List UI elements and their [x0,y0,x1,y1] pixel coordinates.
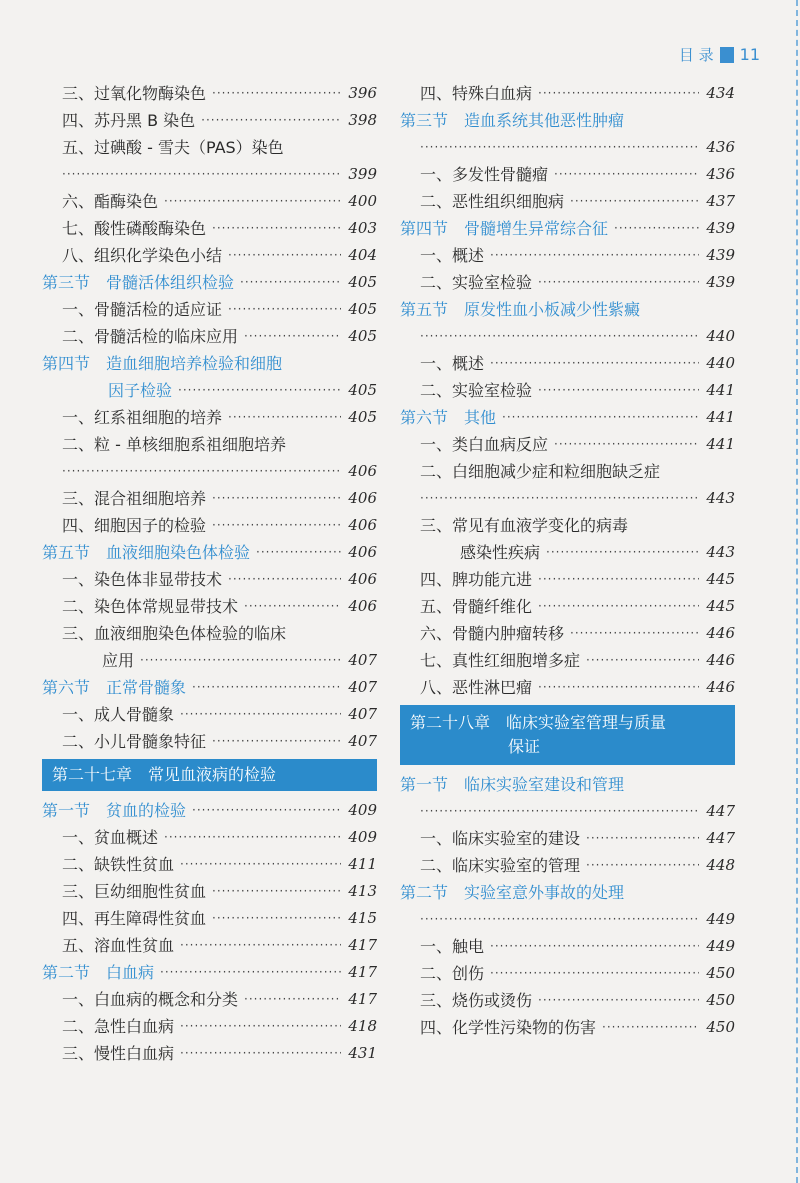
toc-continuation [400,138,735,157]
leader-dots [554,435,699,454]
toc-item [400,964,735,983]
toc-label: 六、酯酶染色 [62,192,159,211]
leader-dots [490,354,699,373]
toc-label: 三、血液细胞染色体检验的临床 [62,624,287,643]
toc-label: 三、巨幼细胞性贫血 [62,882,207,901]
toc-item [400,829,735,848]
leader-dots [244,990,341,1009]
toc-item [42,489,377,508]
toc-page-number: 411 [348,855,377,873]
toc-item [42,246,377,265]
toc-page-number: 406 [348,543,377,561]
leader-dots [228,570,341,589]
leader-dots [62,165,341,184]
toc-item [42,882,377,901]
toc-page-number: 404 [348,246,377,264]
toc-label: 七、真性红细胞增多症 [420,651,581,670]
toc-item [42,516,377,535]
header-page-number: 11 [739,45,760,64]
toc-item [400,937,735,956]
toc-label: 二、骨髓活检的临床应用 [62,327,239,346]
toc-continuation [400,327,735,346]
toc-label: 三、慢性白血病 [62,1044,175,1063]
toc-page-number: 399 [348,165,377,183]
toc-page-number: 449 [706,937,735,955]
toc-label: 八、恶性淋巴瘤 [420,678,533,697]
toc-label: 一、成人骨髓象 [62,705,175,724]
leader-dots [538,678,699,697]
toc-label: 二、恶性组织细胞病 [420,192,565,211]
toc-page-number: 443 [706,543,735,561]
toc-label: 七、酸性磷酸酶染色 [62,219,207,238]
toc-page-number: 405 [348,273,377,291]
leader-dots [538,273,699,292]
toc-page-number: 440 [706,354,735,372]
toc-item-wrap [42,651,377,670]
leader-dots [178,381,341,400]
toc-page-number: 446 [706,651,735,669]
leader-dots [244,597,341,616]
toc-label: 第三节 造血系统其他恶性肿瘤 [400,111,625,130]
toc-label: 三、烧伤或烫伤 [420,991,533,1010]
toc-page-number: 450 [706,991,735,1009]
toc-page-number: 406 [348,489,377,507]
toc-page-number: 436 [706,165,735,183]
toc-page-number: 409 [348,801,377,819]
leader-dots [228,246,341,265]
toc-page-number: 418 [348,1017,377,1035]
toc-page-number: 407 [348,705,377,723]
toc-page-number: 436 [706,138,735,156]
leader-dots [570,192,699,211]
leader-dots [140,651,341,670]
leader-dots [614,219,699,238]
toc-item [400,354,735,373]
toc-label: 三、常见有血液学变化的病毒 [420,516,629,535]
leader-dots [554,165,699,184]
toc-page-number: 406 [348,570,377,588]
toc-item [42,138,377,157]
toc-page-number: 441 [706,435,735,453]
toc-label: 一、贫血概述 [62,828,159,847]
toc-page-number: 437 [706,192,735,210]
toc-label: 因子检验 [108,381,173,400]
header-bar [720,47,734,63]
toc-item [42,828,377,847]
toc-page-number: 400 [348,192,377,210]
toc-page-number: 434 [706,84,735,102]
leader-dots [212,909,341,928]
toc-section [400,775,735,794]
leader-dots [570,624,699,643]
toc-page-number: 417 [348,936,377,954]
toc-item [42,990,377,1009]
leader-dots [212,882,341,901]
toc-label: 二、小儿骨髓象特征 [62,732,207,751]
toc-page-number: 417 [348,990,377,1008]
toc-page-number: 407 [348,651,377,669]
toc-section [400,883,735,902]
chapter-heading [42,759,377,791]
chapter-title: 第二十七章 常见血液病的检验 [52,765,277,784]
toc-label: 二、急性白血病 [62,1017,175,1036]
toc-item [400,84,735,103]
toc-label: 第六节 正常骨髓象 [42,678,187,697]
toc-label: 二、实验室检验 [420,381,533,400]
toc-label: 一、概述 [420,246,485,265]
toc-item [400,570,735,589]
toc-label: 一、骨髓活检的适应证 [62,300,223,319]
toc-label: 二、缺铁性贫血 [62,855,175,874]
leader-dots [212,489,341,508]
toc-item-wrap [400,543,735,562]
toc-label: 一、概述 [420,354,485,373]
leader-dots [490,937,699,956]
toc-page-number: 439 [706,219,735,237]
leader-dots [586,829,699,848]
toc-item [42,855,377,874]
leader-dots [192,801,341,820]
toc-section [42,543,377,562]
leader-dots [420,327,699,346]
toc-section [400,408,735,427]
toc-label: 三、混合祖细胞培养 [62,489,207,508]
toc-page-number: 417 [348,963,377,981]
toc-section [42,354,377,373]
chapter-title-line2: 保证 [508,737,541,756]
leader-dots [180,705,341,724]
toc-section [42,273,377,292]
leader-dots [538,381,699,400]
toc-item [42,1017,377,1036]
margin-dashed-line [796,0,800,1183]
toc-item [42,570,377,589]
toc-item [42,300,377,319]
leader-dots [586,651,699,670]
leader-dots [212,219,341,238]
toc-label: 第四节 造血细胞培养检验和细胞 [42,354,283,373]
toc-page-number: 407 [348,678,377,696]
leader-dots [228,408,341,427]
leader-dots [228,300,341,319]
leader-dots [212,516,341,535]
toc-item [42,1044,377,1063]
chapter-heading [400,705,735,765]
leader-dots [546,543,699,562]
toc-page-number: 431 [348,1044,377,1062]
toc-page-number: 449 [706,910,735,928]
toc-page-number: 406 [348,462,377,480]
toc-page-number: 405 [348,408,377,426]
page-header [679,44,760,65]
toc-label: 第一节 临床实验室建设和管理 [400,775,625,794]
toc-label: 四、特殊白血病 [420,84,533,103]
toc-item [42,732,377,751]
toc-label: 四、苏丹黑 B 染色 [62,111,196,130]
toc-right-column [400,84,735,1045]
leader-dots [538,991,699,1010]
toc-section-wrap [42,381,377,400]
toc-item [42,909,377,928]
leader-dots [192,678,341,697]
toc-label: 一、多发性骨髓瘤 [420,165,549,184]
toc-continuation [42,165,377,184]
toc-page-number: 441 [706,381,735,399]
toc-label: 一、触电 [420,937,485,956]
toc-item [42,192,377,211]
toc-item [400,1018,735,1037]
toc-label: 六、骨髓内肿瘤转移 [420,624,565,643]
toc-label: 一、临床实验室的建设 [420,829,581,848]
leader-dots [201,111,341,130]
toc-section [42,801,377,820]
toc-item [42,327,377,346]
toc-page-number: 447 [706,802,735,820]
toc-label: 第五节 原发性血小板减少性紫癜 [400,300,641,319]
toc-item [42,705,377,724]
toc-item [400,435,735,454]
toc-page-number: 446 [706,678,735,696]
toc-page-number: 440 [706,327,735,345]
toc-page-number: 445 [706,597,735,615]
toc-item [42,435,377,454]
leader-dots [256,543,341,562]
toc-item [400,192,735,211]
leader-dots [212,84,341,103]
toc-page-number: 445 [706,570,735,588]
leader-dots [180,855,341,874]
leader-dots [502,408,699,427]
toc-page-number: 409 [348,828,377,846]
toc-left-column [42,84,377,1071]
toc-page-number: 405 [348,381,377,399]
toc-label: 四、化学性污染物的伤害 [420,1018,597,1037]
toc-label: 第二节 实验室意外事故的处理 [400,883,625,902]
leader-dots [244,327,341,346]
toc-page-number: 448 [706,856,735,874]
toc-item [400,516,735,535]
toc-page-number: 439 [706,273,735,291]
toc-label: 二、创伤 [420,964,485,983]
toc-label: 应用 [102,651,135,670]
toc-item [42,936,377,955]
leader-dots [586,856,699,875]
toc-label: 一、染色体非显带技术 [62,570,223,589]
toc-label: 一、类白血病反应 [420,435,549,454]
toc-label: 第六节 其他 [400,408,497,427]
toc-continuation [42,462,377,481]
toc-page-number: 405 [348,300,377,318]
toc-item [400,165,735,184]
toc-item [400,273,735,292]
toc-page-number: 403 [348,219,377,237]
toc-item [400,597,735,616]
toc-label: 感染性疾病 [460,543,541,562]
toc-label: 第四节 骨髓增生异常综合征 [400,219,609,238]
leader-dots [420,910,699,929]
toc-label: 五、骨髓纤维化 [420,597,533,616]
leader-dots [164,192,341,211]
toc-item [400,991,735,1010]
toc-section [42,963,377,982]
toc-item [42,111,377,130]
toc-label: 第一节 贫血的检验 [42,801,187,820]
toc-page-number: 406 [348,597,377,615]
leader-dots [180,936,341,955]
toc-label: 四、再生障碍性贫血 [62,909,207,928]
toc-page-number: 406 [348,516,377,534]
toc-label: 四、细胞因子的检验 [62,516,207,535]
toc-page-number: 407 [348,732,377,750]
toc-continuation [400,489,735,508]
leader-dots [538,84,699,103]
toc-item [400,462,735,481]
toc-item [400,381,735,400]
toc-page-number: 443 [706,489,735,507]
toc-label: 五、溶血性贫血 [62,936,175,955]
toc-page-number: 450 [706,1018,735,1036]
toc-page-number: 415 [348,909,377,927]
leader-dots [490,964,699,983]
toc-page-number: 450 [706,964,735,982]
toc-page-number: 446 [706,624,735,642]
leader-dots [164,828,341,847]
toc-label: 第二节 白血病 [42,963,155,982]
toc-label: 第五节 血液细胞染色体检验 [42,543,251,562]
leader-dots [602,1018,699,1037]
leader-dots [538,597,699,616]
toc-label: 一、白血病的概念和分类 [62,990,239,1009]
toc-label: 二、粒 - 单核细胞系祖细胞培养 [62,435,286,454]
toc-label: 五、过碘酸 - 雪夫（PAS）染色 [62,138,284,157]
toc-label: 三、过氧化物酶染色 [62,84,207,103]
toc-page-number: 405 [348,327,377,345]
toc-item [400,856,735,875]
toc-page-number: 398 [348,111,377,129]
toc-page-number: 439 [706,246,735,264]
leader-dots [180,1017,341,1036]
leader-dots [420,802,699,821]
toc-label: 二、染色体常规显带技术 [62,597,239,616]
toc-item [400,678,735,697]
toc-label: 八、组织化学染色小结 [62,246,223,265]
leader-dots [420,489,699,508]
leader-dots [62,462,341,481]
toc-section [400,111,735,130]
toc-section [400,219,735,238]
leader-dots [240,273,341,292]
toc-section [400,300,735,319]
leader-dots [160,963,341,982]
leader-dots [490,246,699,265]
toc-item [42,408,377,427]
leader-dots [212,732,341,751]
toc-page-number: 441 [706,408,735,426]
toc-item [400,624,735,643]
toc-page-number: 413 [348,882,377,900]
toc-label: 二、临床实验室的管理 [420,856,581,875]
toc-item [42,624,377,643]
toc-item [42,219,377,238]
toc-page-number: 396 [348,84,377,102]
toc-item [42,84,377,103]
toc-label: 四、脾功能亢进 [420,570,533,589]
toc-label: 第三节 骨髓活体组织检验 [42,273,235,292]
toc-page-number: 447 [706,829,735,847]
toc-item [400,651,735,670]
toc-continuation [400,910,735,929]
leader-dots [538,570,699,589]
header-label: 目 录 [678,46,714,64]
leader-dots [420,138,699,157]
toc-label: 二、实验室检验 [420,273,533,292]
toc-section [42,678,377,697]
toc-continuation [400,802,735,821]
toc-item [400,246,735,265]
leader-dots [180,1044,341,1063]
chapter-title: 第二十八章 临床实验室管理与质量 [410,713,667,732]
toc-label: 一、红系祖细胞的培养 [62,408,223,427]
toc-item [42,597,377,616]
toc-label: 二、白细胞减少症和粒细胞缺乏症 [420,462,661,481]
